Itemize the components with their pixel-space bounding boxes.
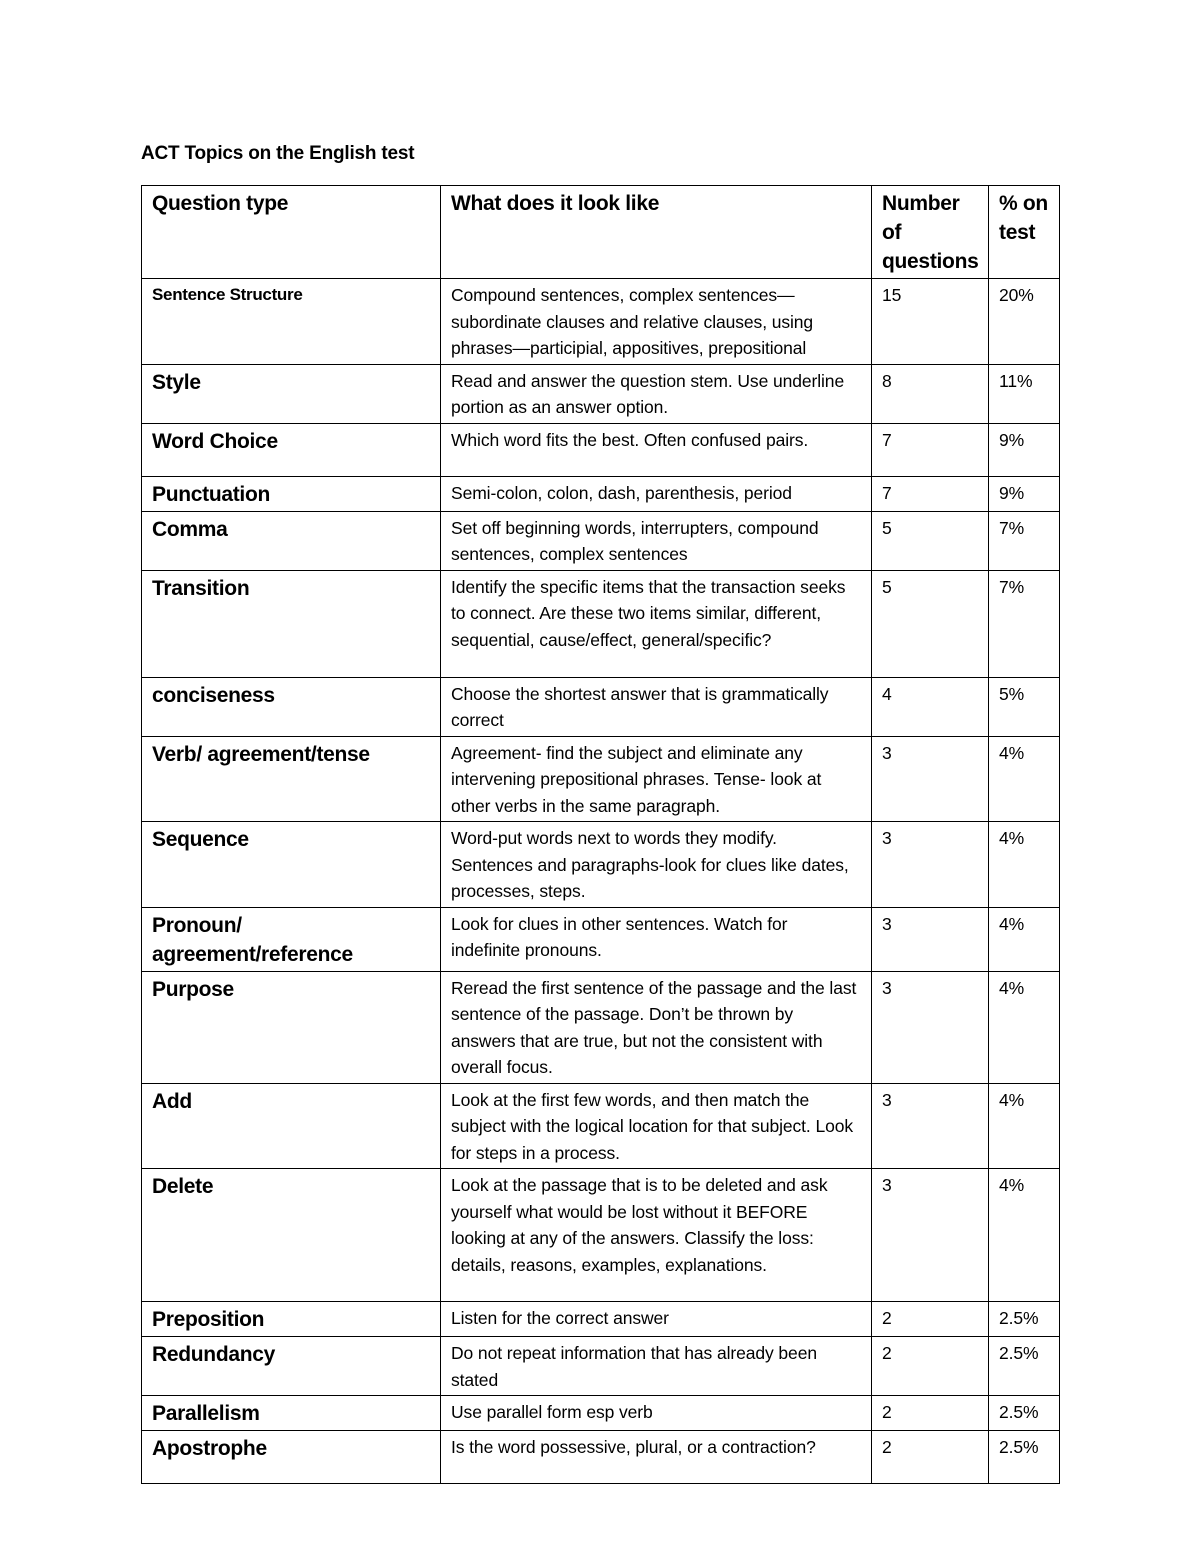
table-header-row: [142, 186, 1060, 279]
question-type-cell: Punctuation: [142, 476, 441, 511]
question-type-cell: Redundancy: [142, 1337, 441, 1396]
question-type-cell: Word Choice: [142, 423, 441, 476]
description-cell: Word-put words next to words they modify. Sentences and paragraphs-look for clues like dates, processes, steps.: [441, 822, 872, 908]
table-row: [142, 822, 1060, 908]
question-type-cell: Parallelism: [142, 1396, 441, 1431]
document-title: ACT Topics on the English test: [141, 143, 415, 164]
header-what-does-it-look-like: What does it look like: [441, 186, 872, 279]
table-row: [142, 1169, 1060, 1302]
percent-cell: 2.5%: [989, 1396, 1060, 1431]
percent-cell: 2.5%: [989, 1302, 1060, 1337]
number-cell: 3: [872, 1083, 989, 1169]
number-cell: 4: [872, 677, 989, 736]
question-type-cell: Verb/ agreement/tense: [142, 736, 441, 822]
table-row: [142, 570, 1060, 677]
number-cell: 5: [872, 570, 989, 677]
question-type-cell: Style: [142, 364, 441, 423]
percent-cell: 4%: [989, 1083, 1060, 1169]
percent-cell: 4%: [989, 971, 1060, 1083]
number-cell: 2: [872, 1337, 989, 1396]
question-type-cell: Pronoun/ agreement/reference: [142, 907, 441, 971]
description-cell: Listen for the correct answer: [441, 1302, 872, 1337]
description-cell: Is the word possessive, plural, or a contraction?: [441, 1431, 872, 1484]
percent-cell: 20%: [989, 279, 1060, 365]
table-row: [142, 364, 1060, 423]
percent-cell: 7%: [989, 511, 1060, 570]
description-cell: Read and answer the question stem. Use underline portion as an answer option.: [441, 364, 872, 423]
number-cell: 3: [872, 1169, 989, 1302]
question-type-cell: Sentence Structure: [142, 279, 441, 365]
table-row: [142, 677, 1060, 736]
table-row: [142, 476, 1060, 511]
description-cell: Which word fits the best. Often confused pairs.: [441, 423, 872, 476]
number-cell: 3: [872, 822, 989, 908]
table-row: [142, 1431, 1060, 1484]
number-cell: 2: [872, 1431, 989, 1484]
description-cell: Set off beginning words, interrupters, compound sentences, complex sentences: [441, 511, 872, 570]
number-cell: 7: [872, 423, 989, 476]
description-cell: Agreement- find the subject and eliminate any intervening prepositional phrases. Tense- look at other verbs in the same paragraph.: [441, 736, 872, 822]
table-row: [142, 1083, 1060, 1169]
percent-cell: 4%: [989, 822, 1060, 908]
question-type-cell: Delete: [142, 1169, 441, 1302]
table-row: [142, 1337, 1060, 1396]
percent-cell: 9%: [989, 423, 1060, 476]
number-cell: 5: [872, 511, 989, 570]
percent-cell: 7%: [989, 570, 1060, 677]
question-type-cell: Transition: [142, 570, 441, 677]
table-row: [142, 423, 1060, 476]
header-question-type: Question type: [142, 186, 441, 279]
number-cell: 2: [872, 1302, 989, 1337]
description-cell: Look for clues in other sentences. Watch for indefinite pronouns.: [441, 907, 872, 971]
number-cell: 15: [872, 279, 989, 365]
question-type-cell: Preposition: [142, 1302, 441, 1337]
number-cell: 3: [872, 907, 989, 971]
percent-cell: 4%: [989, 736, 1060, 822]
description-cell: Choose the shortest answer that is grammatically correct: [441, 677, 872, 736]
description-cell: Look at the first few words, and then match the subject with the logical location for that subject. Look for steps in a process.: [441, 1083, 872, 1169]
percent-cell: 9%: [989, 476, 1060, 511]
question-type-cell: conciseness: [142, 677, 441, 736]
table-row: [142, 511, 1060, 570]
table-row: [142, 971, 1060, 1083]
percent-cell: 2.5%: [989, 1431, 1060, 1484]
number-cell: 7: [872, 476, 989, 511]
table-row: [142, 279, 1060, 365]
description-cell: Do not repeat information that has already been stated: [441, 1337, 872, 1396]
table-row: [142, 907, 1060, 971]
number-cell: 2: [872, 1396, 989, 1431]
question-type-cell: Comma: [142, 511, 441, 570]
header-percent-on-test: % on test: [989, 186, 1060, 279]
number-cell: 3: [872, 736, 989, 822]
number-cell: 8: [872, 364, 989, 423]
number-cell: 3: [872, 971, 989, 1083]
percent-cell: 2.5%: [989, 1337, 1060, 1396]
question-type-cell: Add: [142, 1083, 441, 1169]
percent-cell: 4%: [989, 907, 1060, 971]
percent-cell: 4%: [989, 1169, 1060, 1302]
header-number-of-questions: Number of questions: [872, 186, 989, 279]
question-type-cell: Purpose: [142, 971, 441, 1083]
description-cell: Reread the first sentence of the passage and the last sentence of the passage. Don’t be thrown by answers that are true, but not the consistent with overall focus.: [441, 971, 872, 1083]
percent-cell: 11%: [989, 364, 1060, 423]
percent-cell: 5%: [989, 677, 1060, 736]
description-cell: Identify the specific items that the transaction seeks to connect. Are these two items similar, different, sequential, cause/effect, general/specific?: [441, 570, 872, 677]
description-cell: Use parallel form esp verb: [441, 1396, 872, 1431]
act-topics-table: [141, 185, 1060, 1484]
table-row: [142, 736, 1060, 822]
description-cell: Compound sentences, complex sentences—subordinate clauses and relative clauses, using phrases—participial, appositives, prepositional: [441, 279, 872, 365]
table-row: [142, 1302, 1060, 1337]
question-type-cell: Apostrophe: [142, 1431, 441, 1484]
description-cell: Look at the passage that is to be deleted and ask yourself what would be lost without it BEFORE looking at any of the answers. Classify the loss: details, reasons, examples, explanations.: [441, 1169, 872, 1302]
question-type-cell: Sequence: [142, 822, 441, 908]
description-cell: Semi-colon, colon, dash, parenthesis, period: [441, 476, 872, 511]
table-row: [142, 1396, 1060, 1431]
